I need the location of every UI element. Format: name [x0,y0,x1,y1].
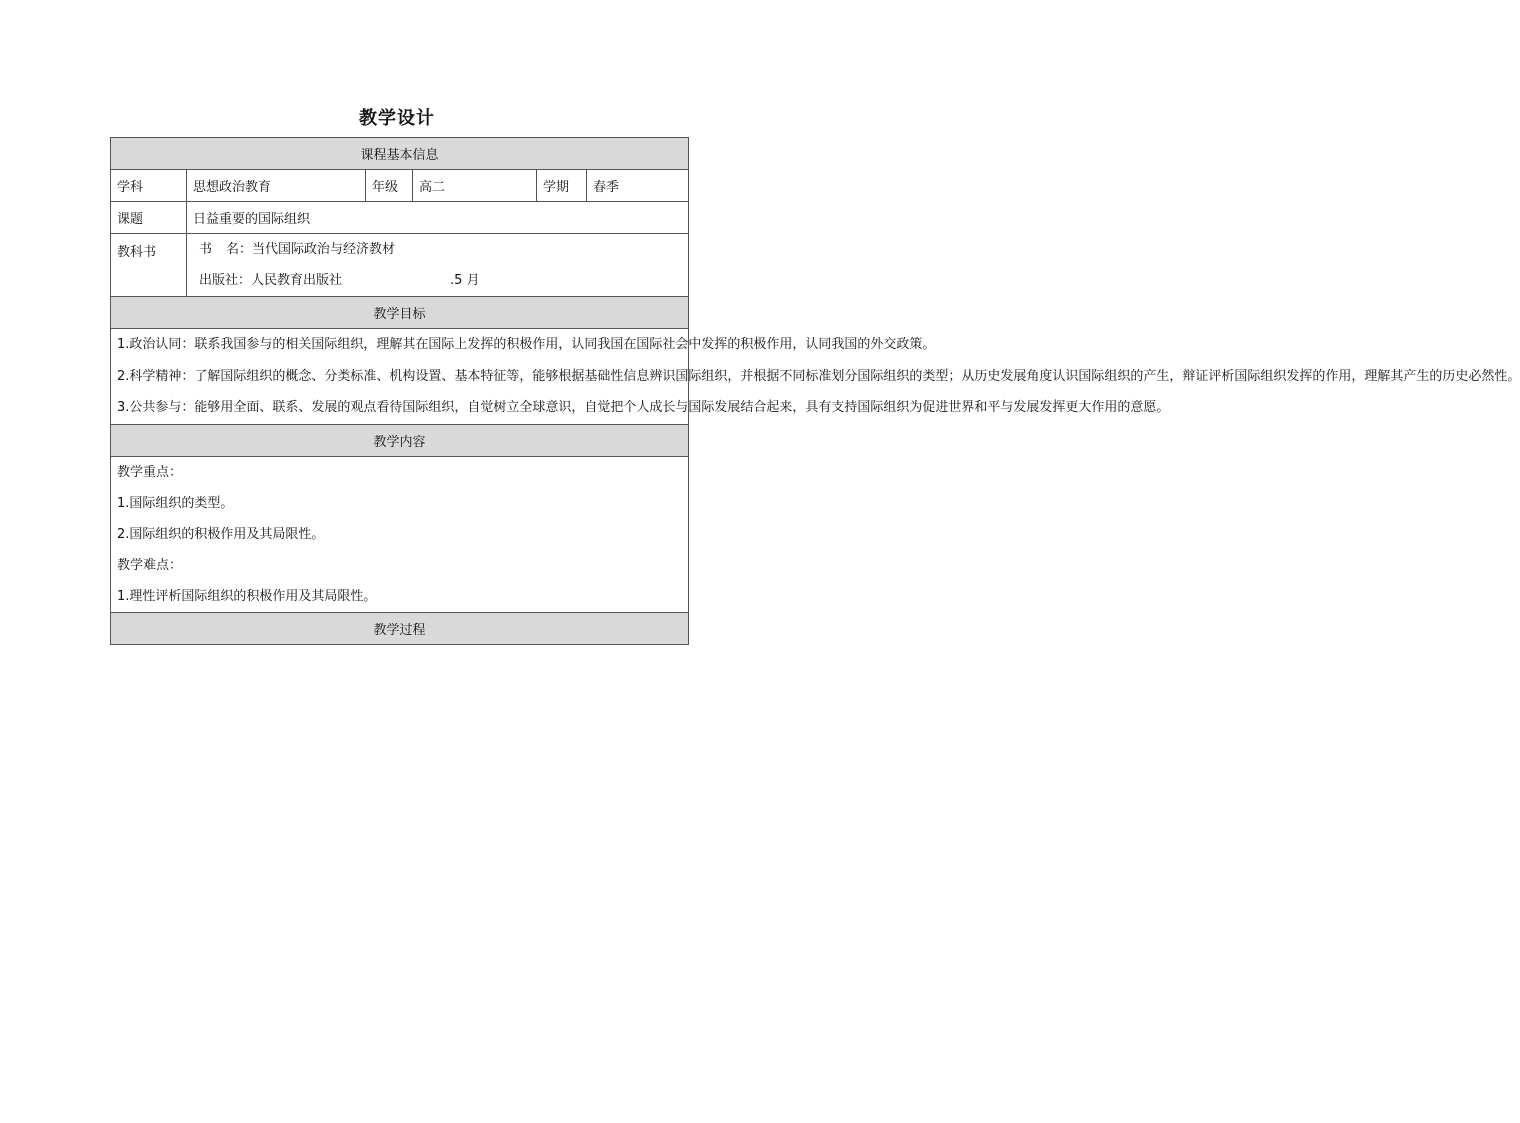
section-header-basic-info: 课程基本信息 [111,138,689,170]
content-row [111,456,689,612]
objective-scientific-spirit: 2.科学精神：了解国际组织的概念、分类标准、机构设置、基本特征等，能够根据基础性信息辨识国际组织，并根据不同标准划分国际组织的类型；从历史发展角度认识国际组织的产生，辩证评析国际组织发挥的作用，理解其产生的历史必然性。 [117,368,1520,384]
section-header-content: 教学内容 [111,424,689,456]
topic-row [111,202,689,234]
grade-label: 年级 [366,170,413,202]
content-cell [111,456,689,612]
objectives-row [111,329,689,425]
book-name-label-char-2: 名： [226,242,253,257]
textbook-details [187,234,689,297]
key-point-item: 2.国际组织的积极作用及其局限性。 [117,526,325,542]
textbook-row [111,234,689,297]
topic-value: 日益重要的国际组织 [187,202,689,234]
subject-row [111,170,689,202]
grade-value: 高二 [413,170,537,202]
objective-political-identity: 1.政治认同：联系我国参与的相关国际组织，理解其在国际上发挥的积极作用，认同我国在国际社会中发挥的积极作用，认同我国的外交政策。 [117,337,936,352]
publisher-line [193,265,682,296]
publish-month: .5 月 [450,273,480,288]
difficult-point-item: 1.理性评析国际组织的积极作用及其局限性。 [117,588,377,604]
page-title: 教学设计 [359,108,435,129]
book-name-line [193,234,682,265]
section-header-objectives: 教学目标 [111,297,689,329]
publisher-label: 出版社： [199,273,252,288]
difficult-points-label: 教学难点： [117,557,183,573]
key-point-item: 1.国际组织的类型。 [117,495,234,511]
book-name-label-char-1: 书 [199,242,213,257]
textbook-label: 教科书 [111,234,187,297]
objective-public-participation: 3.公共参与：能够用全面、联系、发展的观点看待国际组织，自觉树立全球意识，自觉把个人成长与国际发展结合起来，具有支持国际组织为促进世界和平与发展发挥更大作用的意愿。 [117,400,1170,415]
objectives-cell [111,329,1520,425]
term-label: 学期 [537,170,587,202]
subject-value: 思想政治教育 [187,170,366,202]
subject-label: 学科 [111,170,187,202]
publisher-value: 人民教育出版社 [251,273,343,288]
key-points-label: 教学重点： [117,464,183,480]
book-name-value: 当代国际政治与经济教材 [252,242,396,257]
term-value: 春季 [587,170,689,202]
lesson-plan-table [110,137,1520,645]
section-header-process: 教学过程 [111,612,689,644]
topic-label: 课题 [111,202,187,234]
